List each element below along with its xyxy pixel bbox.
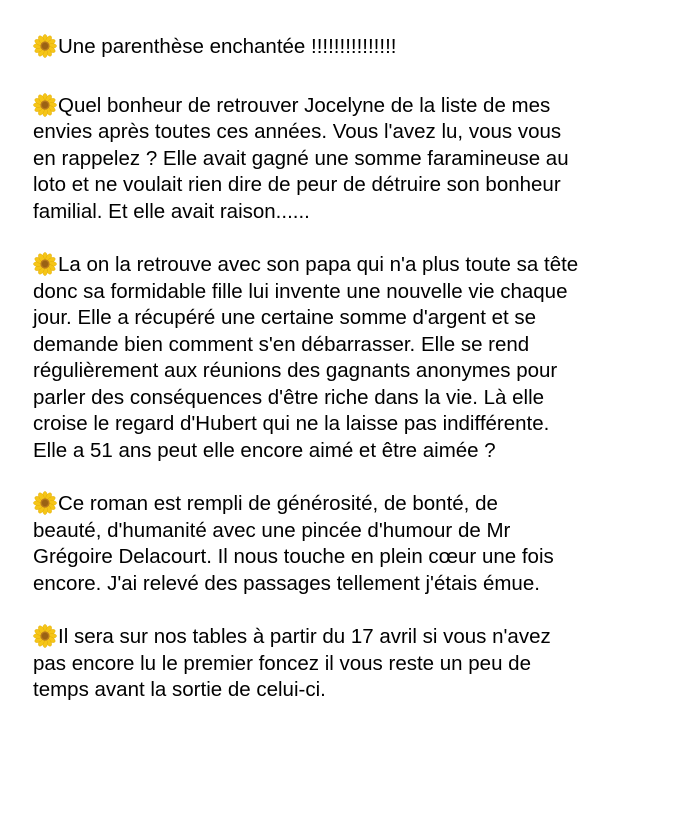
paragraph-line: croise le regard d'Hubert qui ne la laisse pas indifférente. [33, 412, 550, 435]
paragraph-line: Elle a 51 ans peut elle encore aimé et être aimée ? [33, 438, 496, 462]
paragraph-line: jour. Elle a récupéré une certaine somme d'argent et se [33, 306, 537, 329]
paragraph-line: familial. Et elle avait raison...... [33, 199, 310, 223]
paragraph-line: en rappelez ? Elle avait gagné une somme faramineuse au [33, 146, 569, 170]
paragraph-5 [33, 624, 678, 704]
paragraph-1 [33, 34, 678, 61]
sunflower-icon [33, 624, 57, 648]
paragraph-line: pas encore lu le premier foncez il vous reste un peu de [33, 651, 531, 675]
paragraph-line [33, 252, 678, 279]
paragraph-line: parler des conséquences d'être riche dans la vie. Là elle [33, 385, 545, 409]
paragraph-line: encore. J'ai relevé des passages tellement j'étais émue. [33, 571, 540, 595]
paragraph-line [33, 624, 678, 651]
paragraph-3 [33, 252, 678, 464]
paragraph-line: demande bien comment s'en débarrasser. Elle se rend [33, 332, 530, 356]
sunflower-icon [33, 252, 57, 276]
paragraph-line [33, 491, 678, 518]
paragraph-text: Ce roman est rempli de générosité, de bonté, de [58, 492, 498, 515]
paragraph-line: envies après toutes ces années. Vous l'avez lu, vous vous [33, 120, 562, 143]
paragraph-text: Il sera sur nos tables à partir du 17 avril si vous n'avez [58, 625, 551, 648]
paragraph-text: La on la retrouve avec son papa qui n'a plus toute sa tête [58, 253, 579, 276]
sunflower-icon [33, 93, 57, 117]
paragraph-text: Quel bonheur de retrouver Jocelyne de la liste de mes [58, 93, 551, 117]
sunflower-icon [33, 491, 57, 515]
paragraph-line [33, 93, 678, 120]
paragraph-line: loto et ne voulait rien dire de peur de détruire son bonheur [33, 173, 561, 196]
paragraph-4 [33, 491, 678, 597]
paragraph-line: donc sa formidable fille lui invente une nouvelle vie chaque [33, 279, 568, 303]
paragraph-line: Grégoire Delacourt. Il nous touche en plein cœur une fois [33, 545, 554, 568]
paragraph-line: régulièrement aux réunions des gagnants anonymes pour [33, 359, 558, 382]
paragraph-line: temps avant la sortie de celui-ci. [33, 678, 326, 701]
paragraph-text: Une parenthèse enchantée !!!!!!!!!!!!!!! [58, 35, 397, 58]
paragraph-line [33, 34, 678, 61]
paragraph-2 [33, 93, 678, 226]
sunflower-icon [33, 34, 57, 58]
paragraph-line: beauté, d'humanité avec une pincée d'humour de Mr [33, 518, 511, 542]
